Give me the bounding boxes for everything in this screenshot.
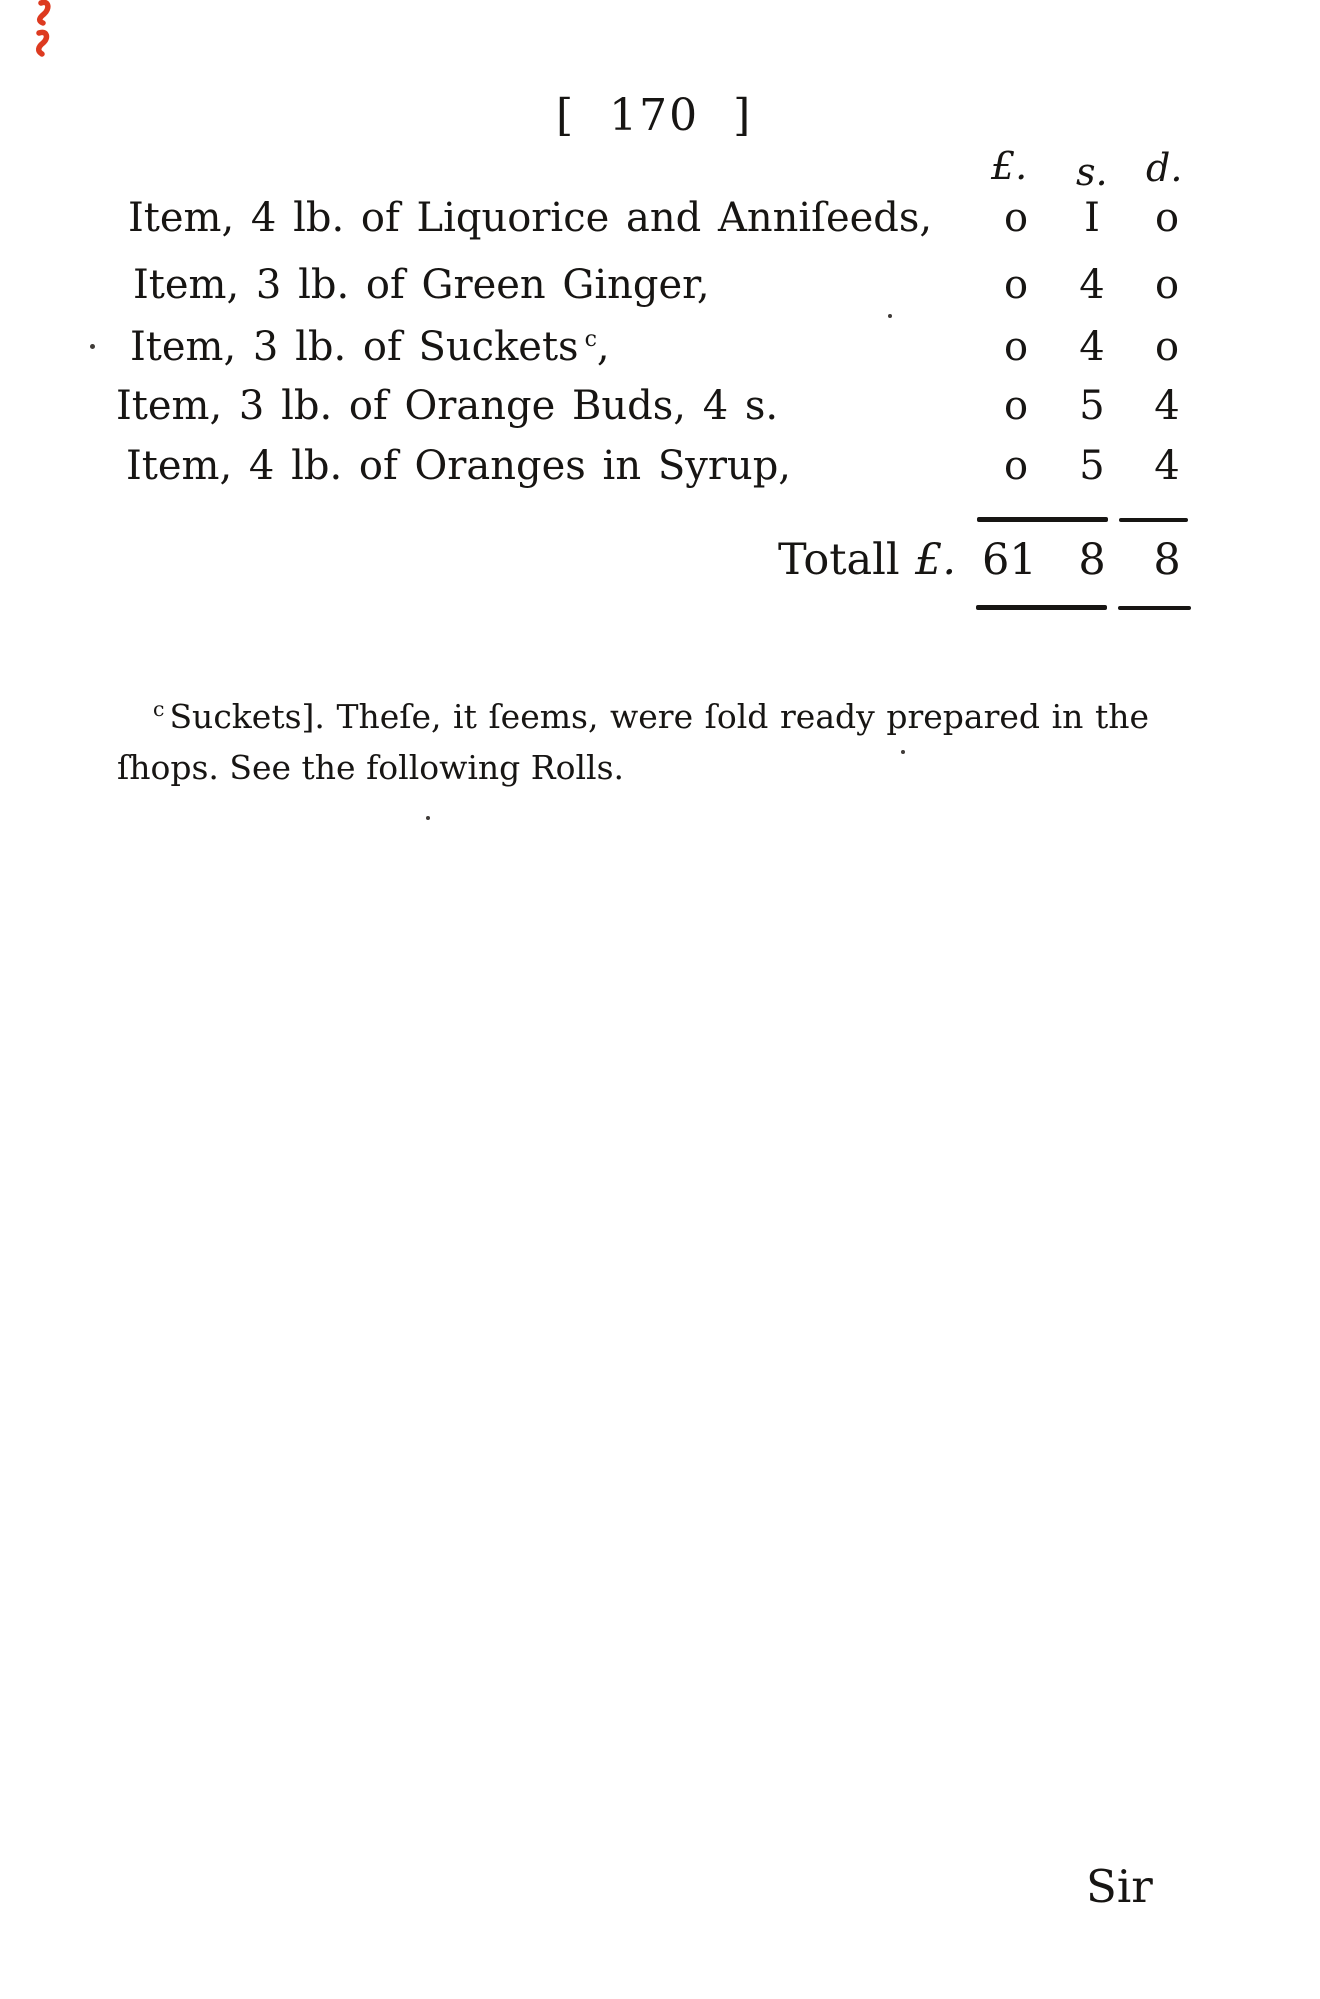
shillings-value: 4 [1079,324,1105,370]
footnote-reference: c [584,326,597,352]
pence-value: o [1154,262,1180,308]
pence-value: 4 [1154,443,1180,489]
sum-rule-top-left [977,517,1108,522]
item-description: Item, 3 lb. of Green Ginger, [133,262,710,308]
pounds-value: o [1003,383,1029,429]
item-description: Item, 4 lb. of Oranges in Syrup, [126,443,792,489]
table-row [0,195,1320,251]
print-speck [90,344,95,349]
shillings-value: 5 [1079,443,1105,489]
table-row [0,262,1320,318]
shillings-value: 5 [1079,383,1105,429]
item-description: Item, 3 lb. of Orange Buds, 4 s. [116,383,779,429]
red-ink-mark [28,0,68,64]
table-row [0,324,1320,380]
total-row [0,535,1320,595]
pounds-value: o [1003,324,1029,370]
pence-value: 4 [1154,383,1180,429]
total-currency-sign: £. [915,535,957,585]
sum-rule-top-right [1119,518,1188,522]
total-pounds-value: 61 [982,535,1037,585]
table-row [0,443,1320,499]
pounds-value: o [1003,443,1029,489]
shillings-value: I [1084,195,1100,241]
shillings-column-header: s. [1076,150,1108,194]
total-shillings-value: 8 [1078,535,1106,585]
print-speck [426,816,430,820]
pounds-column-header: £. [991,144,1028,188]
pence-value: o [1154,324,1180,370]
pence-column-header: d. [1146,146,1183,190]
total-pence-value: 8 [1153,535,1181,585]
item-description: Item, 3 lb. of Suckets $^c$, [130,324,610,370]
pence-value: o [1154,195,1180,241]
print-speck [901,750,905,754]
pounds-value: o [1003,195,1029,241]
total-label: Totall [778,535,900,585]
item-description: Item, 4 lb. of Liquorice and Anniſeeds, [128,195,933,241]
sum-rule-bottom-right [1118,606,1191,610]
page-number-header: [ 170 ] [556,90,753,141]
footnote-line-1: $^c$ Suckets]. Theſe, it ſeems, were ſold ready prepared in the [153,697,1149,736]
pounds-value: o [1003,262,1029,308]
sum-rule-bottom-left [976,605,1107,610]
table-row [0,383,1320,439]
footnote-line-2: ſhops. See the following Rolls. [117,748,625,787]
footnote-marker: c [153,697,165,721]
catchword: Sir [1086,1860,1153,1913]
print-speck [888,314,892,318]
shillings-value: 4 [1079,262,1105,308]
